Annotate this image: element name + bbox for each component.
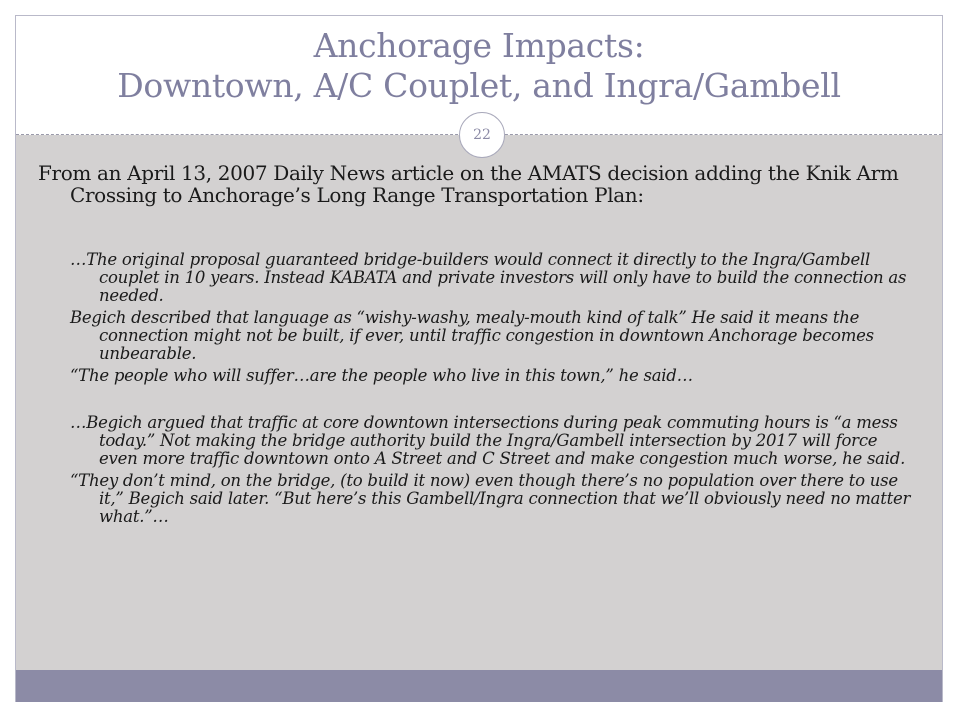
slide-title-line-2: Downtown, A/C Couplet, and Ingra/Gambell bbox=[117, 66, 841, 105]
quote-item: “They don’t mind, on the bridge, (to build it now) even though there’s no population over there to use it,” Begich said later. “But here’s this Gambell/Ingra connection that we’ll obviously need no matter what.”… bbox=[70, 471, 911, 526]
slide-title bbox=[16, 16, 942, 106]
slide-title-line-1: Anchorage Impacts: bbox=[313, 26, 645, 65]
page-number-badge: 22 bbox=[459, 112, 505, 158]
quote-list bbox=[70, 251, 920, 530]
quote-item: …Begich argued that traffic at core downtown intersections during peak commuting hours is “a mess today.” Not making the bridge authority build the Ingra/Gambell intersection by 2017 will force even more traffic downtown onto A Street and C Street and make congestion much worse, he said. bbox=[70, 413, 906, 468]
footer-bar bbox=[16, 670, 942, 702]
quote-item: Begich described that language as “wishy-washy, mealy-mouth kind of talk” He said it means the connection might not be built, if ever, until traffic congestion in downtown Anchorage becomes unbearable. bbox=[70, 308, 874, 363]
quote-item: “The people who will suffer…are the people who live in this town,” he said… bbox=[70, 366, 693, 385]
quote-item: …The original proposal guaranteed bridge-builders would connect it directly to the Ingra/Gambell couplet in 10 years. Instead KABATA and private investors will only have to build the connection as needed. bbox=[70, 250, 907, 305]
lead-paragraph: From an April 13, 2007 Daily News article on the AMATS decision adding the Knik Arm Crossing to Anchorage’s Long Range Transportation Plan: bbox=[38, 161, 899, 207]
